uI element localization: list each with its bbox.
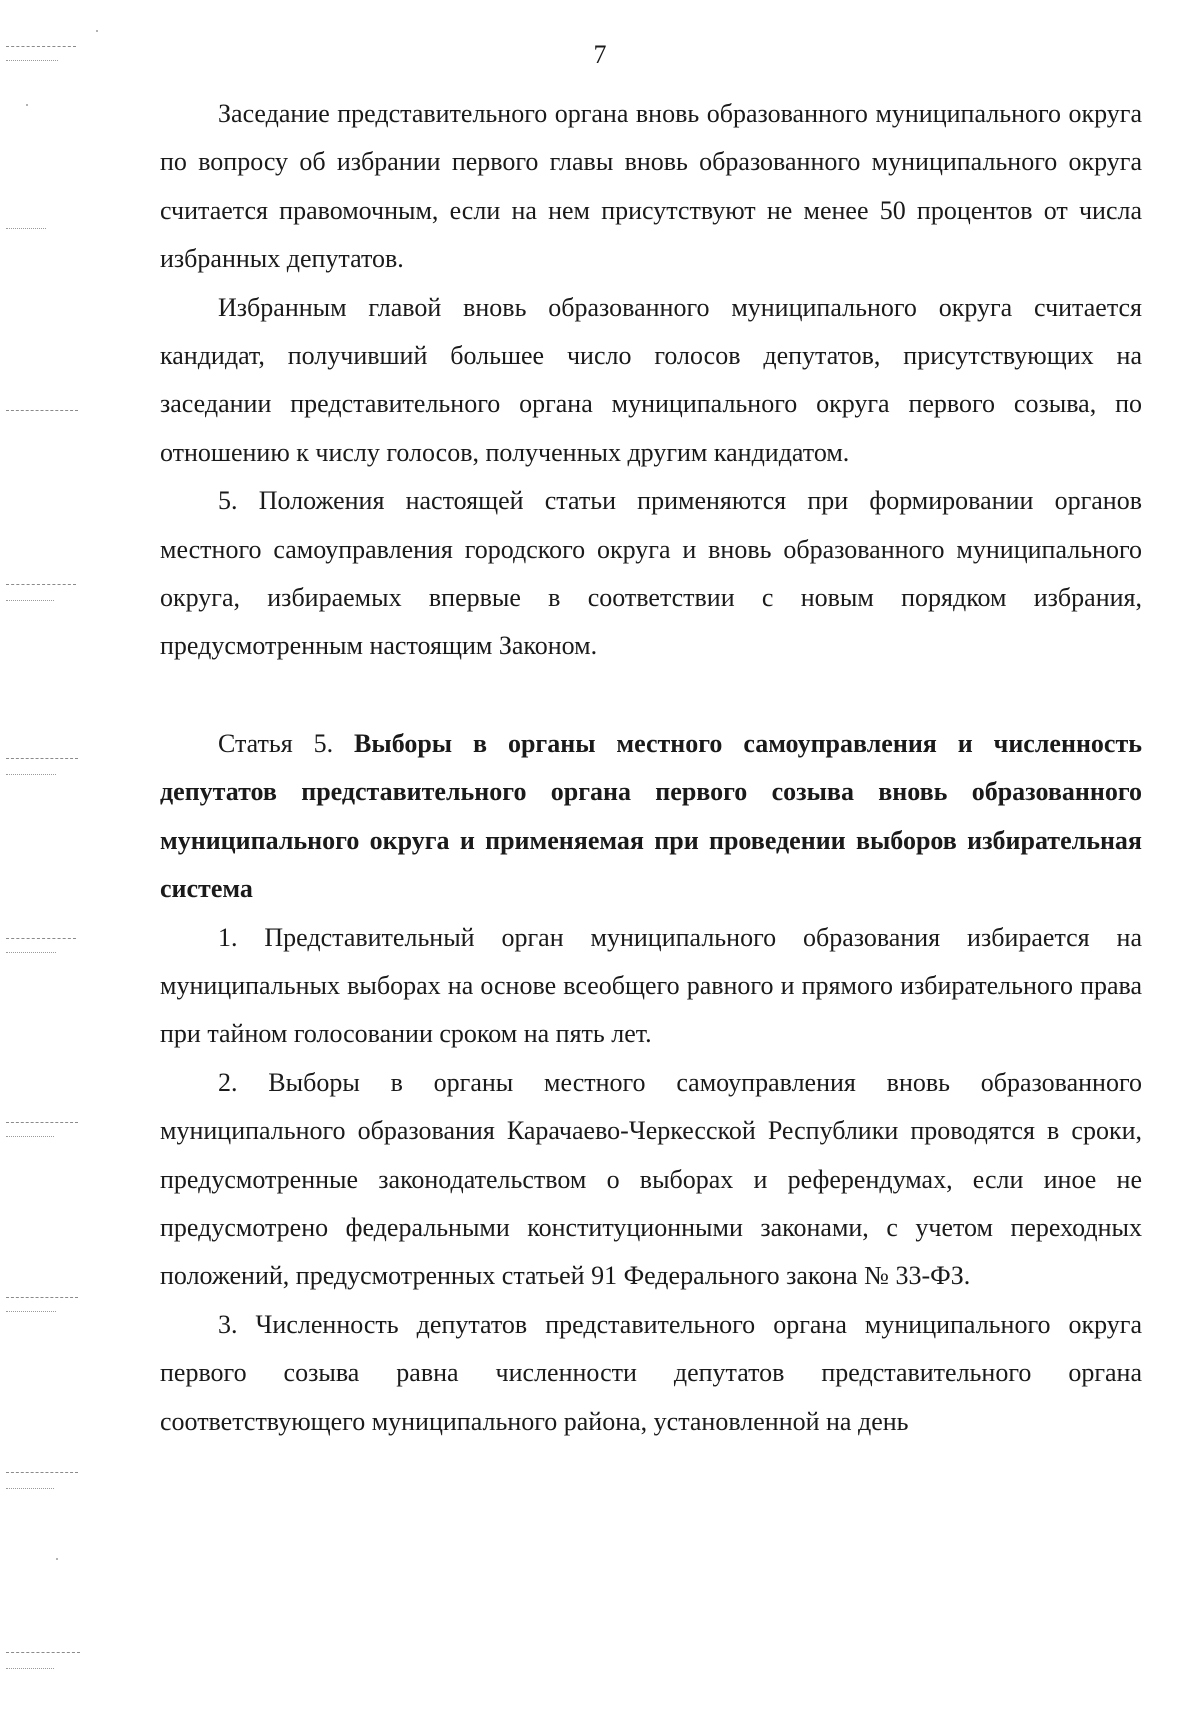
scan-margin-artifacts <box>0 0 100 1709</box>
section-spacer <box>160 671 1142 720</box>
article-label: Статья 5. <box>218 728 334 758</box>
article-title: Выборы в органы местного самоуправления и численность депутатов представительного органа первого созыва вновь образованного муниципального округа и применяемая при проведении выборов избирательная система <box>160 728 1142 904</box>
article-item-1: 1. Представительный орган муниципального образования избирается на муниципальных выборах на основе всеобщего равного и прямого избирательного права при тайном голосовании сроком на пять лет. <box>160 922 1142 1049</box>
page-number: 7 <box>593 40 607 69</box>
article-heading <box>160 720 1142 914</box>
article-item-2: 2. Выборы в органы местного самоуправления вновь образованного муниципального образования Карачаево-Черкесской Республики проводятся в сроки, предусмотренные законодательством о выборах и референдумах, если иное не предусмотрено федеральными конституционными законами, с учетом переходных положений, предусмотренных статьей 91 Федерального закона № 33-ФЗ. <box>160 1067 1142 1291</box>
paragraph-item-5: 5. Положения настоящей статьи применяются при формировании органов местного самоуправления городского округа и вновь образованного муниципального округа, избираемых впервые в соответствии с новым порядком избрания, предусмотренным настоящим Законом. <box>160 486 1142 661</box>
body-text <box>160 90 1142 1446</box>
paragraph-session-quorum: Заседание представительного органа вновь образованного муниципального округа по вопросу об избрании первого главы вновь образованного муниципального округа считается правомочным, если на нем присутствуют не менее 50 процентов от числа избранных депутатов. <box>160 99 1142 274</box>
article-item-3: 3. Численность депутатов представительного органа муниципального округа первого созыва равна численности депутатов представительного органа соответствующего муниципального района, установленной на день <box>160 1309 1142 1436</box>
paragraph-elected-head: Избранным главой вновь образованного муниципального округа считается кандидат, получивший большее число голосов депутатов, присутствующих на заседании представительного органа муниципального округа первого созыва, по отношению к числу голосов, полученных другим кандидатом. <box>160 292 1142 467</box>
